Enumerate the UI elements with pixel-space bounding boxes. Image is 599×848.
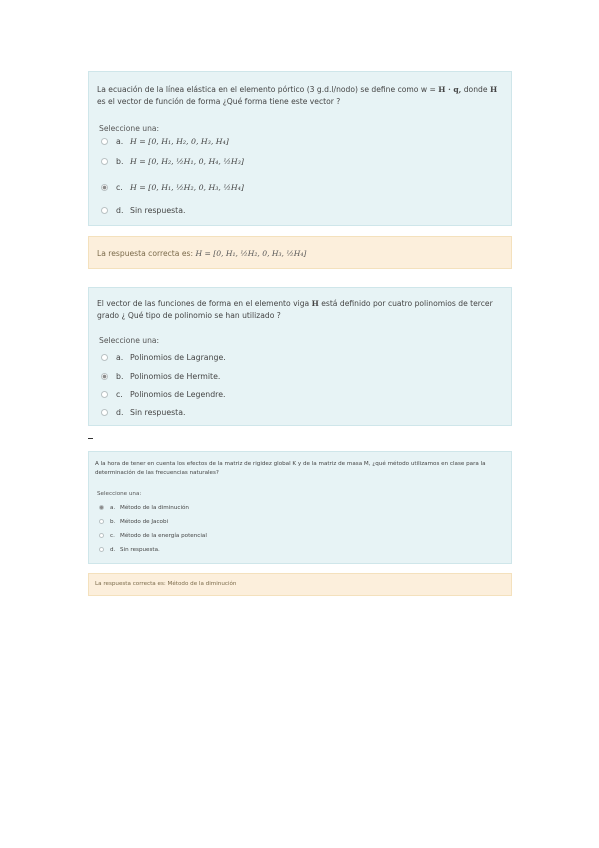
option-expression: H = [0, H₂, ½H₁, 0, H₄, ½H₃] [130,156,244,166]
question-2-h-symbol: H [311,299,319,308]
option-letter: c. [116,182,123,192]
question-1-text-mid: donde [461,85,490,94]
question-2-option-d[interactable] [101,405,186,419]
question-2-option-c[interactable] [101,387,226,401]
question-3-option-c[interactable] [99,530,207,541]
question-1-wq-expression: H · q, [438,85,462,94]
question-2-prompt: Seleccione una: [99,336,160,345]
option-letter: b. [116,371,124,381]
question-1-option-d[interactable] [101,203,186,217]
radio-button[interactable] [101,391,108,398]
option-label: Método de la diminución [120,504,189,511]
question-1-option-b[interactable] [101,154,244,168]
question-3-feedback [88,573,512,596]
question-3-option-d[interactable] [99,544,160,555]
option-letter: b. [116,156,124,166]
option-label: Sin respuesta. [130,205,186,215]
radio-button[interactable] [101,409,108,416]
question-1-feedback [88,236,512,269]
radio-button[interactable] [99,547,104,552]
option-label: Sin respuesta. [130,407,186,417]
question-1-prompt: Seleccione una: [99,124,160,133]
option-label: Sin respuesta. [120,546,160,553]
option-label: Polinomios de Legendre. [130,389,226,399]
radio-button[interactable] [101,354,108,361]
option-letter: a. [116,352,124,362]
option-label: Método de la energía potencial [120,532,207,539]
question-1-text-end: es el vector de función de forma ¿Qué forma tiene este vector ? [97,97,341,106]
question-1-card [88,71,512,226]
option-letter: d. [116,407,124,417]
question-3-option-a[interactable] [99,502,189,513]
question-2-card [88,287,512,426]
option-label: Polinomios de Lagrange. [130,352,226,362]
question-1-option-c[interactable] [101,180,244,194]
divider-mark [88,438,93,439]
question-1-option-a[interactable] [101,134,229,148]
feedback-3-text: La respuesta correcta es: Método de la diminución [95,581,237,587]
option-letter: a. [116,136,124,146]
option-label: Método de Jacobi [120,518,169,525]
question-1-h-symbol: H [489,85,498,94]
option-letter: b. [110,518,116,525]
question-2-text-start: El vector de las funciones de forma en el elemento viga [97,299,312,308]
option-expression: H = [0, H₁, H₂, 0, H₃, H₄] [130,136,229,146]
question-2-text-end: está definido por cuatro polinomios de tercer grado ¿ Qué tipo de polinomio se han utilizado ? [97,299,493,320]
option-letter: d. [110,546,116,553]
question-2-option-b[interactable] [101,369,220,383]
question-2-text [97,298,497,322]
radio-button[interactable] [99,533,104,538]
radio-button-selected[interactable] [101,184,108,191]
option-letter: c. [110,532,115,539]
option-label: Polinomios de Hermite. [130,371,221,381]
question-3-card [88,451,512,564]
question-1-text [97,84,507,108]
option-letter: d. [116,205,124,215]
question-3-prompt: Seleccione una: [97,491,142,497]
option-expression: H = [0, H₁, ½H₂, 0, H₃, ½H₄] [130,182,244,192]
question-3-text: A la hora de tener en cuenta los efectos de la matriz de rigidez global K y de la matriz de masa M, ¿qué método utilizamos en clase para la determinación de las frecuencias naturales? [95,461,486,476]
radio-button[interactable] [99,519,104,524]
question-2-option-a[interactable] [101,350,226,364]
question-3-option-b[interactable] [99,516,168,527]
option-letter: a. [110,504,116,511]
radio-button[interactable] [101,207,108,214]
feedback-1-expression: H = [0, H₁, ½H₂, 0, H₃, ½H₄] [195,249,307,258]
radio-button-selected[interactable] [99,505,104,510]
radio-button[interactable] [101,158,108,165]
radio-button[interactable] [101,138,108,145]
question-1-text-start: La ecuación de la línea elástica en el elemento pórtico (3 g.d.l/nodo) se define como w = [97,85,439,94]
feedback-1-label: La respuesta correcta es: [97,249,196,258]
radio-button-selected[interactable] [101,373,108,380]
option-letter: c. [116,389,123,399]
feedback-1-text [97,249,306,258]
